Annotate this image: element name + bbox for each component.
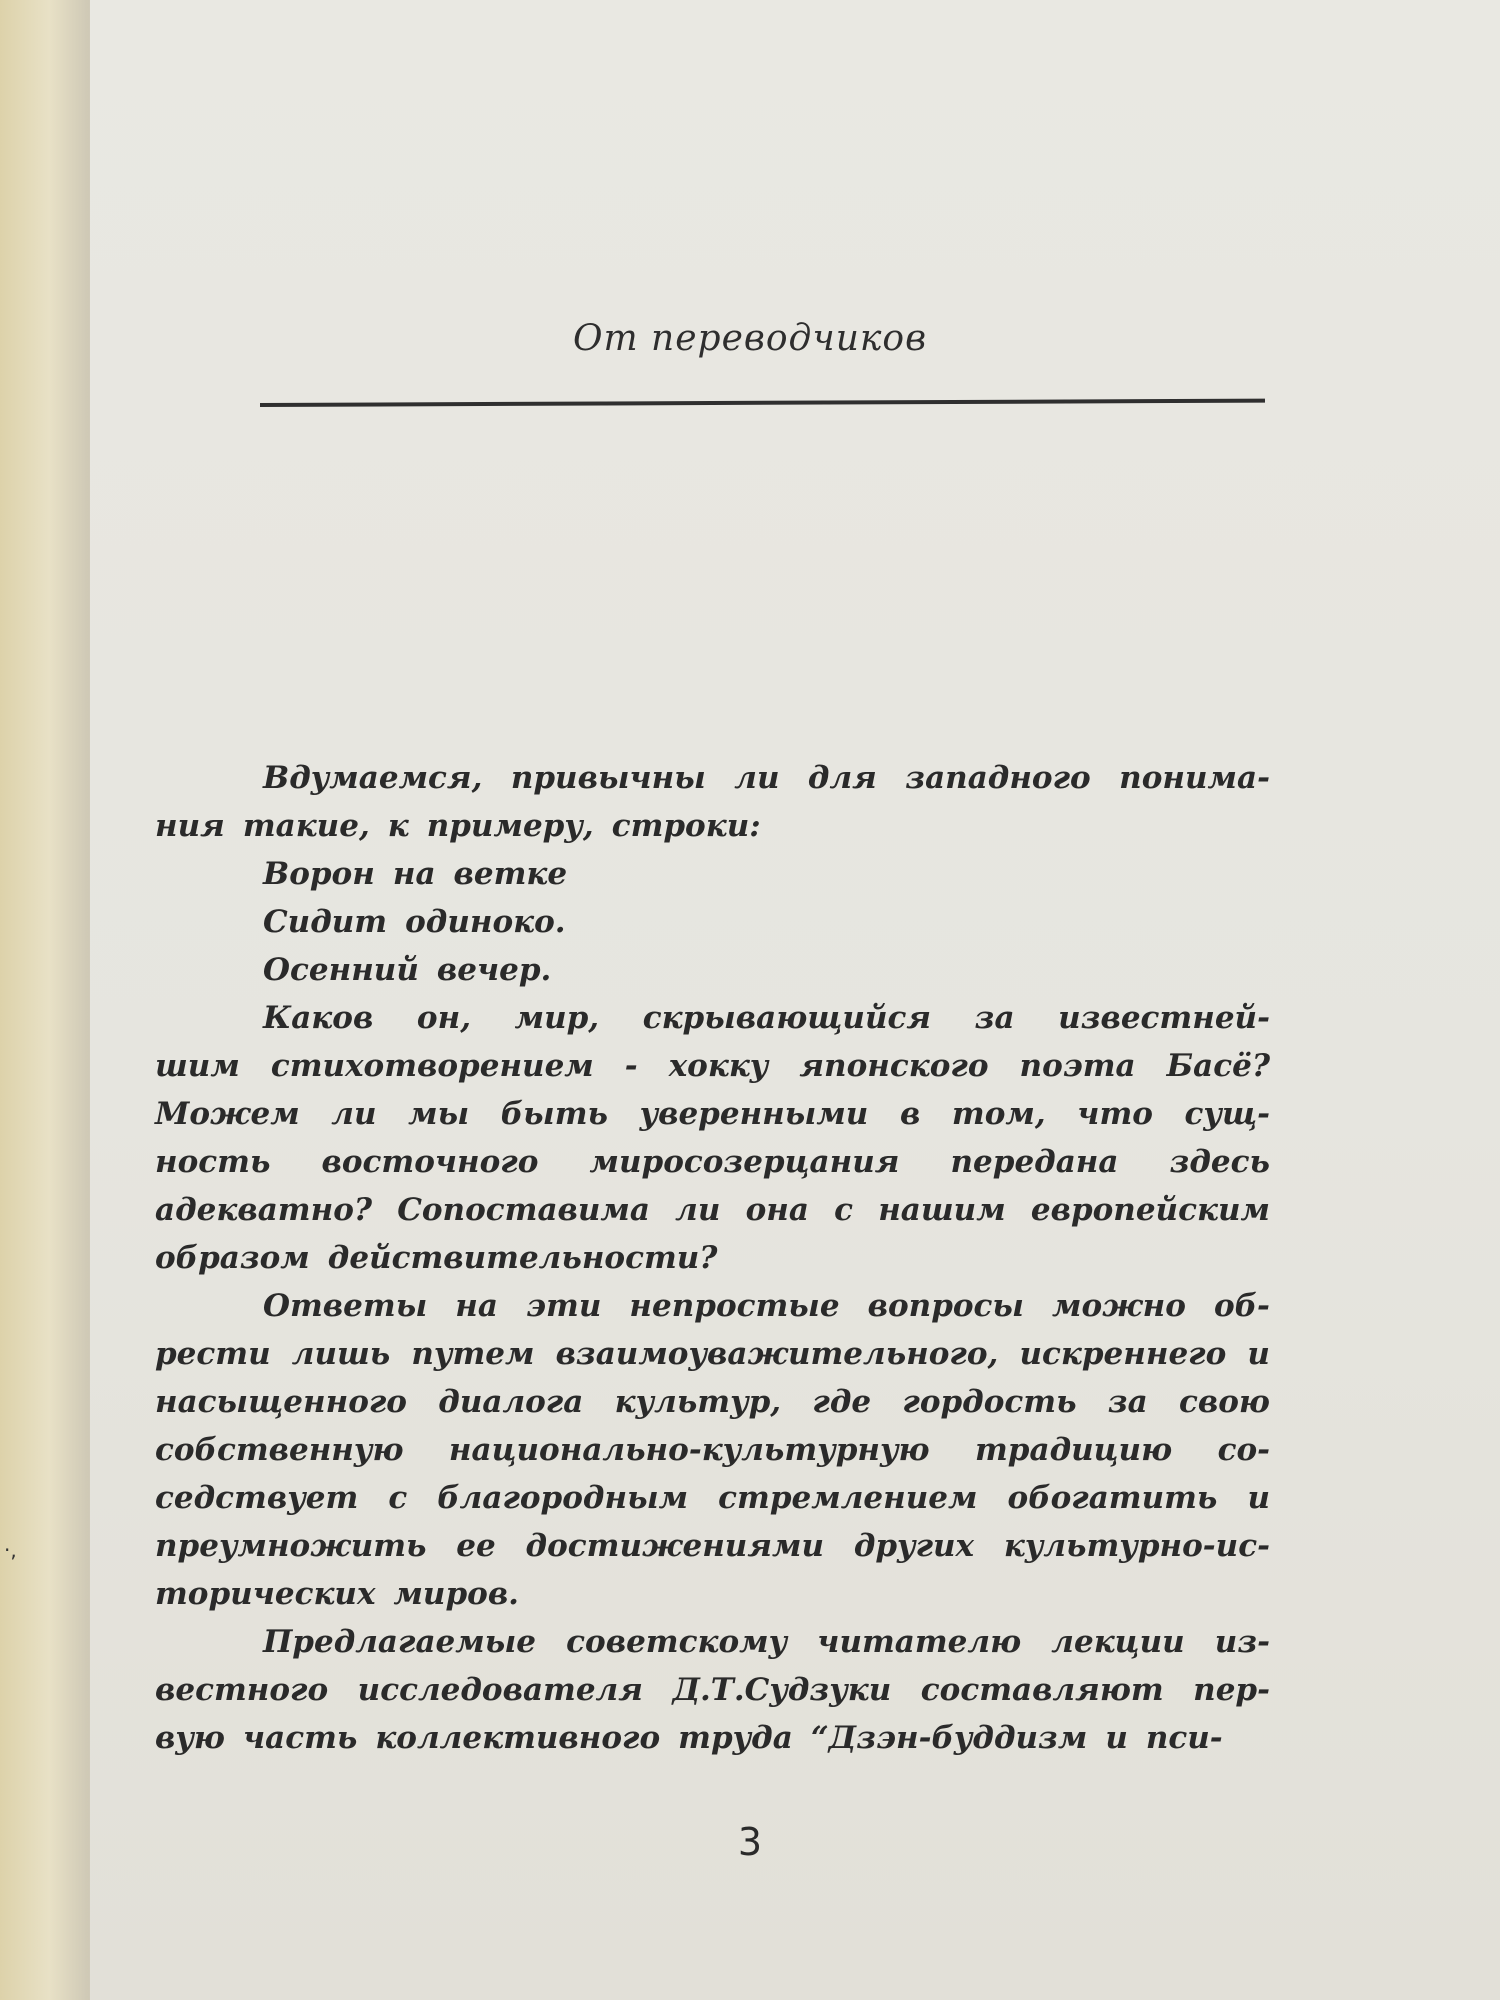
text-line: Можем ли мы быть уверенными в том, что сущ- xyxy=(155,1096,1270,1132)
text-line: ния такие, к примеру, строки: xyxy=(155,808,761,844)
paragraph xyxy=(155,946,1270,994)
paragraph xyxy=(155,898,1270,946)
text-line: Ворон на ветке xyxy=(263,856,568,892)
text-line: адекватно? Сопоставима ли она с нашим европейским xyxy=(155,1192,1270,1228)
body-text xyxy=(155,754,1270,1762)
paragraph xyxy=(155,994,1270,1282)
text-line: седствует с благородным стремлением обогатить и xyxy=(155,1480,1270,1516)
text-line: рести лишь путем взаимоуважительного, искреннего и xyxy=(155,1336,1270,1372)
text-line: насыщенного диалога культур, где гордость за свою xyxy=(155,1384,1270,1420)
text-line: Сидит одиноко. xyxy=(263,904,566,940)
text-line: торических миров. xyxy=(155,1576,519,1612)
adjacent-page-text-fragment: ·, xyxy=(4,1538,17,1562)
text-line: собственную национально-культурную традицию со- xyxy=(155,1432,1270,1468)
text-line: Предлагаемые советскому читателю лекции из- xyxy=(263,1624,1270,1660)
text-line: ность восточного миросозерцания передана здесь xyxy=(155,1144,1270,1180)
text-line: Осенний вечер. xyxy=(263,952,552,988)
section-title: От переводчиков xyxy=(572,318,928,359)
text-line: шим стихотворением - хокку японского поэта Басё? xyxy=(155,1048,1270,1084)
paragraph xyxy=(155,1618,1270,1762)
text-line: вестного исследователя Д.Т.Судзуки составляют пер- xyxy=(155,1672,1270,1708)
page-number: 3 xyxy=(737,1820,763,1864)
paragraph xyxy=(155,1282,1270,1618)
text-line: преумножить ее достижениями других культурно-ис- xyxy=(155,1528,1270,1564)
text-line: Каков он, мир, скрывающийся за известней- xyxy=(263,1000,1270,1036)
text-line: образом действительности? xyxy=(155,1240,718,1276)
paragraph xyxy=(155,850,1270,898)
text-line: Вдумаемся, привычны ли для западного понима- xyxy=(263,760,1270,796)
text-line: вую часть коллективного труда “Дзэн-буддизм и пси- xyxy=(155,1720,1223,1756)
paragraph xyxy=(155,754,1270,850)
text-line: Ответы на эти непростые вопросы можно об- xyxy=(263,1288,1270,1324)
